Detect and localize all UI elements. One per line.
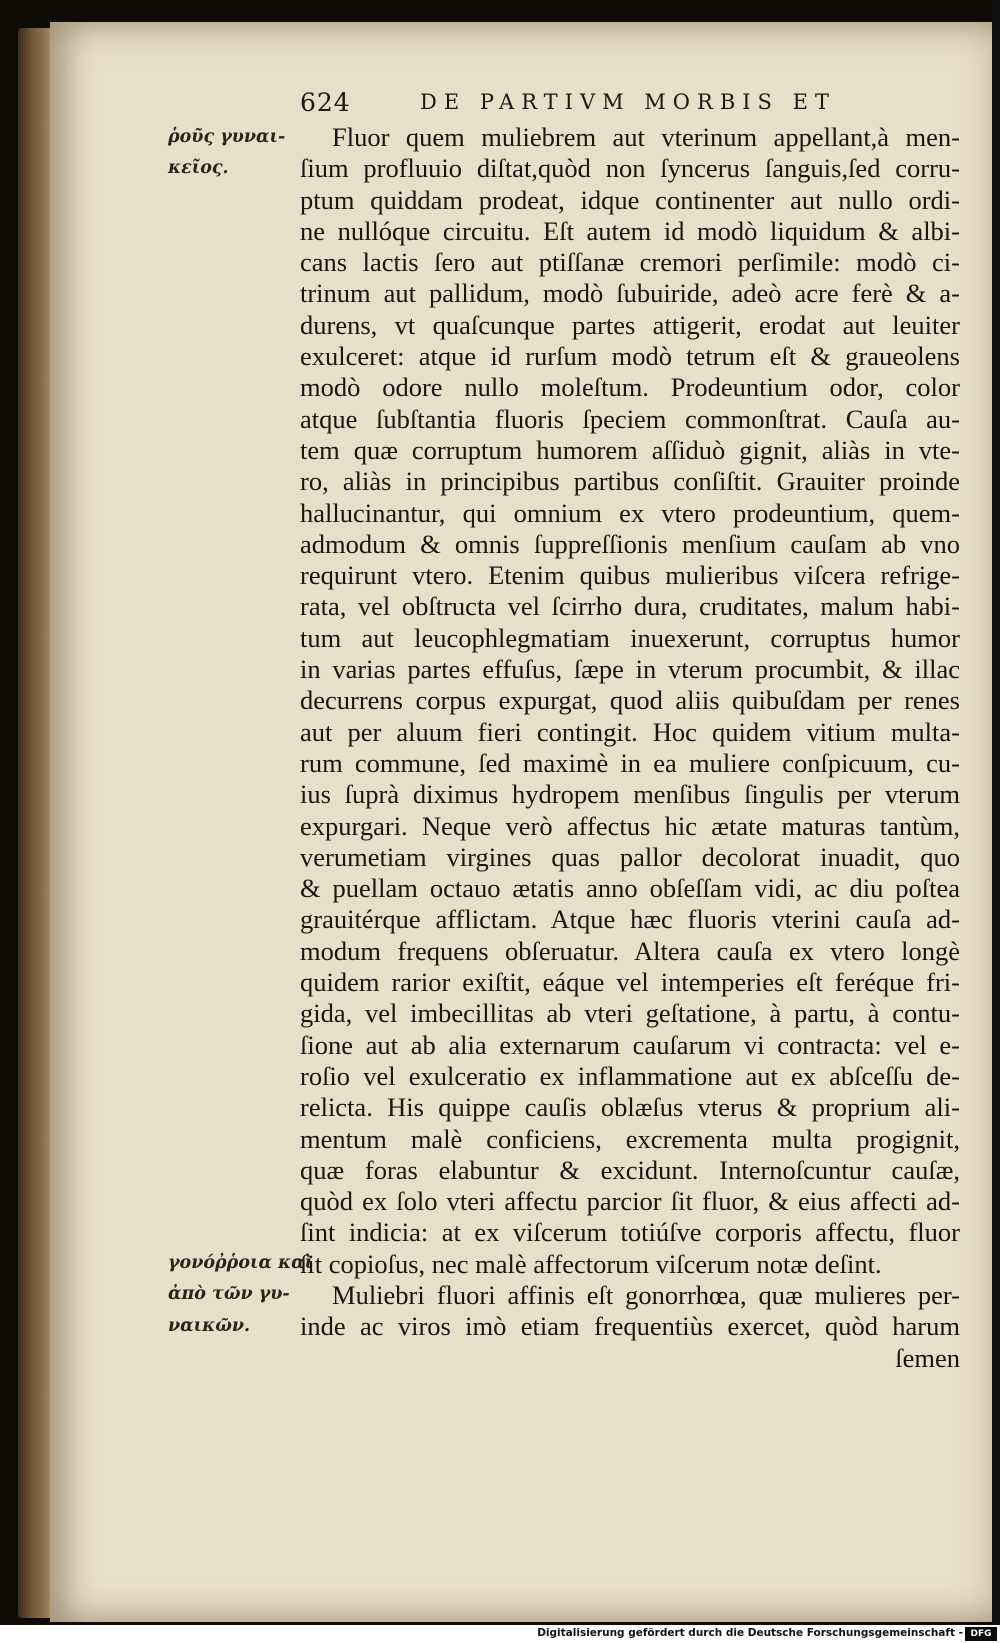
text-line: inde ac viros imò etiam frequentiùs exercet, quòd harum	[300, 1311, 960, 1342]
text-line: relicta. His quippe cauſis oblæſus vterus & proprium ali-	[300, 1092, 960, 1123]
text-line: durens, vt quaſcunque partes attigerit, erodat aut leuiter	[300, 309, 960, 340]
running-title: DE PARTIVM MORBIS ET	[420, 90, 836, 114]
page-number: 624	[300, 88, 351, 117]
text-line: quæ foras elabuntur & excidunt. Internoſcuntur cauſæ,	[300, 1154, 960, 1185]
text-line: quòd ex ſolo vteri affectu parcior ſit fluor, & eius affecti ad-	[300, 1186, 960, 1217]
text-line: ſint indicia: at ex viſcerum totiúſve corporis affectu, fluor	[300, 1217, 960, 1248]
text-line: cans lactis ſero aut ptiſſanæ cremori perſimile: modò ci-	[300, 247, 960, 278]
marginal-note-line: γονόῤῥοια καὶ	[168, 1253, 314, 1273]
text-line: requirunt vtero. Etenim quibus mulieribus viſcera refrige-	[300, 560, 960, 591]
text-line: ne nullóque circuitu. Eſt autem id modò liquidum & albi-	[300, 215, 960, 246]
footer-bar	[537, 1626, 1000, 1643]
text-line: rata, vel obſtructa vel ſcirrho dura, cruditates, malum habi-	[300, 591, 960, 622]
text-line: atque ſubſtantia fluoris ſpeciem commonſtrat. Cauſa au-	[300, 403, 960, 434]
marginal-note-line: κεῖος.	[168, 158, 229, 179]
text-line: tem quæ corruptum humorem aſſiduò gignit, aliàs in vte-	[300, 434, 960, 465]
text-line: ſione aut ab alia externarum cauſarum vi contracta: vel e-	[300, 1029, 960, 1060]
dfg-logo: DFG	[965, 1627, 997, 1641]
marginal-note-line: ναικῶν.	[168, 1315, 251, 1336]
text-line: decurrens corpus expurgat, quod aliis quibuſdam per renes	[300, 685, 960, 716]
marginal-note-line: ῥοῦς γυναι-	[168, 127, 286, 147]
running-head	[300, 88, 860, 124]
marginal-note	[168, 1248, 314, 1342]
body-text	[300, 122, 960, 1374]
text-line: ſit copioſus, nec malè affectorum viſcerum notæ deſint.	[300, 1248, 882, 1279]
text-line: hallucinantur, qui omnium ex vtero prodeuntium, quem-	[300, 497, 960, 528]
text-line: in varias partes effuſus, ſæpe in vterum procumbit, & illac	[300, 654, 960, 685]
text-line: admodum & omnis ſuppreſſionis menſium cauſam ab vno	[300, 528, 960, 559]
marginal-note-line: ἀπὸ τῶν γυ-	[168, 1284, 290, 1305]
text-line: verumetiam virgines quas pallor decolorat inuadit, quo	[300, 841, 960, 872]
text-line: tum aut leucophlegmatiam inuexerunt, corruptus humor	[300, 622, 960, 653]
text-line: ptum quiddam prodeat, idque continenter aut nullo ordi-	[300, 184, 960, 215]
text-line: Fluor quem muliebrem aut vterinum appellant,à men-	[332, 122, 960, 152]
text-line: modò odore nullo moleſtum. Prodeuntium odor, color	[300, 372, 960, 403]
marginal-note	[168, 122, 303, 185]
text-line: trinum aut pallidum, modò ſubuiride, adeò acre ferè & a-	[300, 278, 960, 309]
text-line: aut per aluum fieri contingit. Hoc quidem vitium multa-	[300, 716, 960, 747]
text-line: gida, vel imbecillitas ab vteri geſtatione, à partu, à contu-	[300, 998, 960, 1029]
text-line: ro, aliàs in principibus partibus conſiſtit. Grauiter proinde	[300, 466, 960, 497]
funding-notice: Digitalisierung gefördert durch die Deutsche Forschungsgemeinschaft -	[537, 1627, 963, 1639]
text-line: modum frequens obſeruatur. Altera cauſa ex vtero longè	[300, 935, 960, 966]
catchword: ſemen	[895, 1342, 960, 1373]
text-line: rum commune, ſed maximè in ea muliere conſpicuum, cu-	[300, 747, 960, 778]
text-line: & puellam octauo ætatis anno obſeſſam vidi, ac diu poſtea	[300, 873, 960, 904]
text-line: Muliebri fluori affinis eſt gonorrhœa, quæ mulieres per-	[332, 1279, 960, 1310]
text-line: quidem rarior exiſtit, eáque vel intemperies eſt feréque fri-	[300, 967, 960, 998]
text-line: expurgari. Neque verò affectus hic ætate maturas tantùm,	[300, 810, 960, 841]
text-line: roſio vel exulceratio ex inflammatione aut ex abſceſſu de-	[300, 1060, 960, 1091]
text-line: ius ſuprà diximus hydropem menſibus ſingulis per vterum	[300, 779, 960, 810]
text-line: ſium profluuio diſtat,quòd non ſyncerus ſanguis,ſed corru-	[300, 153, 960, 184]
text-line: mentum malè conficiens, excrementa multa progignit,	[300, 1123, 960, 1154]
text-line: grauitérque afflictam. Atque hæc fluoris vterini cauſa ad-	[300, 904, 960, 935]
text-line: exulceret: atque id rurſum modò tetrum eſt & graueolens	[300, 341, 960, 372]
scan-border	[992, 0, 1000, 1625]
